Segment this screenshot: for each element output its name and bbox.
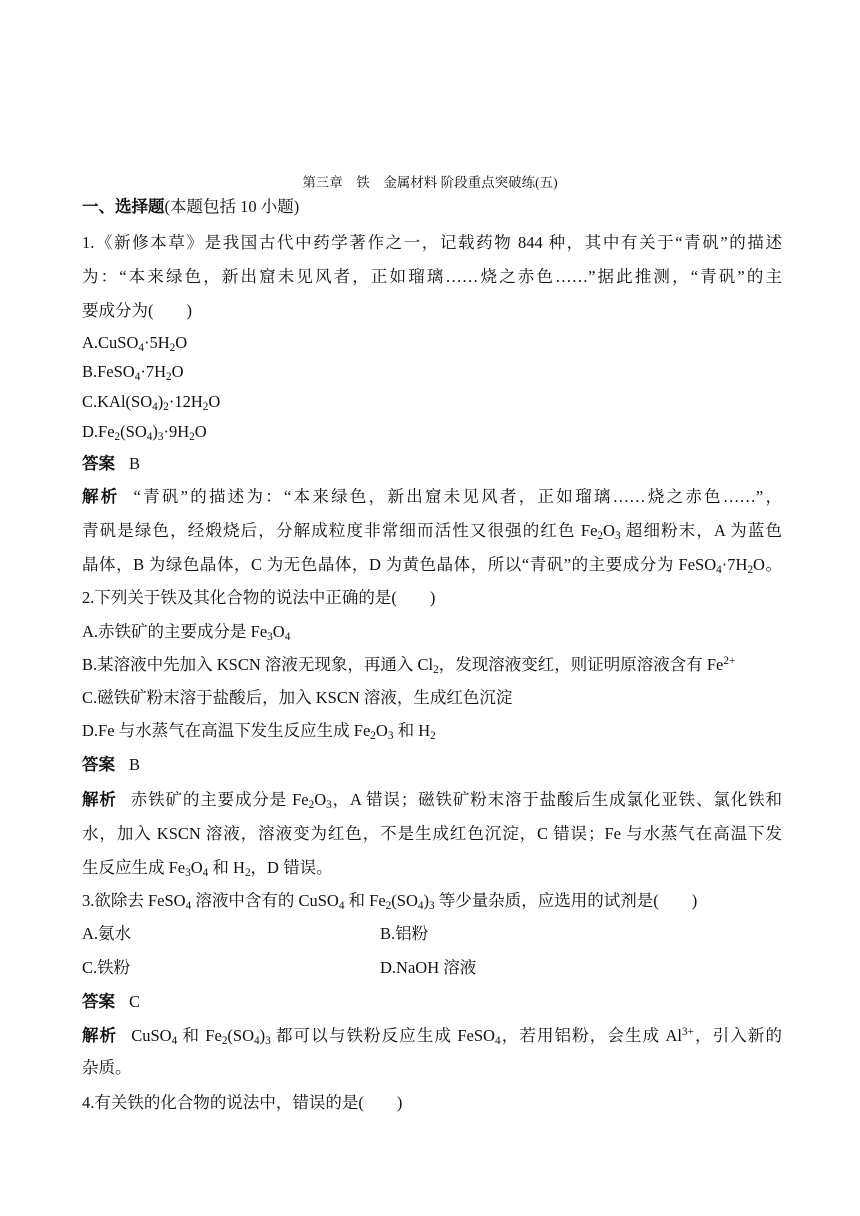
q2-option-b: B.某溶液中先加入 KSCN 溶液无现象，再通入 $Cl_2$，发现溶液变红，则证明原溶液含有 $Fe^{2+}$ [82,654,736,676]
section-title: 一、选择题 [82,197,165,216]
q2-answer-value: B [129,755,141,774]
q3-analysis-text-1: CuSO$_4$ 和 $Fe_2(SO_4)_3$ 都可以与铁粉反应生成 FeSO$_4$，若用铝粉，会生成 $Al^{3+}$，引入新的 [131,1025,783,1047]
q1-answer-value: B [129,454,141,473]
q1-analysis-line-3: 晶体，B 为绿色晶体，C 为无色晶体，D 为黄色晶体，所以“青矾”的主要成分为 $FeSO_4\cdot 7H_2O$。 [82,555,783,576]
q2-analysis-line-2: 水，加入 KSCN 溶液，溶液变为红色，不是生成红色沉淀，C 错误；Fe 与水蒸气在高温下发 [82,824,782,843]
q3-answer [82,991,782,1013]
analysis-label: 解析 [82,791,117,809]
q2-option-c: C.磁铁矿粉末溶于盐酸后，加入 KSCN 溶液，生成红色沉淀 [82,688,513,707]
q1-analysis-line-1 [82,486,782,508]
q2-option-a: A.赤铁矿的主要成分是 $Fe_3O_4$ [82,622,291,643]
q1-option-b: $B.FeSO_4\cdot 7H_2O$ [82,362,184,383]
q2-stem: 2.下列关于铁及其化合物的说法中正确的是( ) [82,588,436,607]
q2-analysis-text-1: 赤铁矿的主要成分是 $Fe_2O_3$，A 错误；磁铁矿粉末溶于盐酸后生成氯化亚铁、氯化铁和 [130,790,783,811]
q1-option-c: $C.KAl(SO_4)_2\cdot 12H_2O$ [82,392,221,413]
q1-stem-line-1: 1.《新修本草》是我国古代中药学著作之一，记载药物 844 种，其中有关于“青矾”的描述 [82,233,782,252]
answer-label: 答案 [82,993,115,1011]
section-note: (本题包括 10 小题) [164,197,300,216]
q1-answer [82,453,782,475]
q3-answer-value: C [129,992,141,1011]
answer-label: 答案 [82,455,115,473]
q3-options-row-2 [82,957,782,979]
answer-label: 答案 [82,756,115,774]
q3-options-row-1 [82,923,782,945]
q2-analysis-line-3: 生反应生成 $Fe_3O_4$ 和 $H_2$，D 错误。 [82,858,333,879]
q2-option-d: D.Fe 与水蒸气在高温下发生反应生成 $Fe_2O_3$ 和 $H_2$ [82,721,436,742]
q2-answer [82,754,782,776]
q4-stem: 4.有关铁的化合物的说法中，错误的是( ) [82,1093,403,1112]
q3-option-a: A.氨水 [82,924,132,943]
q1-stem-line-2: 为：“本来绿色，新出窟未见风者，正如瑠璃……烧之赤色……”据此推测，“青矾”的主 [82,267,782,286]
q1-analysis-text-1: “青矾”的描述为：“本来绿色，新出窟未见风者，正如瑠璃……烧之赤色……”， [133,487,783,506]
section-heading [82,196,782,218]
q3-analysis-line-2: 杂质。 [82,1058,132,1077]
q2-analysis-line-1 [82,789,782,811]
q3-option-d: D.NaOH 溶液 [380,958,477,977]
q1-analysis-line-2: 青矾是绿色，经煅烧后，分解成粒度非常细而活性又很强的红色 $Fe_2O_3$ 超细粉末，A 为蓝色 [82,521,782,542]
analysis-label: 解析 [82,1027,118,1045]
q3-stem: 3.欲除去 FeSO$_4$ 溶液中含有的 CuSO$_4$ 和 $Fe_2(SO_4)_3$ 等少量杂质，应选用的试剂是( ) [82,891,698,912]
analysis-label: 解析 [82,488,120,506]
q1-option-a: $A.CuSO_4\cdot 5H_2O$ [82,333,188,354]
q1-option-d: $D.Fe_2(SO_4)_3\cdot 9H_2O$ [82,422,207,443]
q3-option-b: B.铝粉 [380,924,429,943]
q3-analysis-line-1 [82,1025,782,1047]
q1-stem-line-3: 要成分为( ) [82,301,192,320]
q3-option-c: C.铁粉 [82,958,131,977]
page-header: 第三章 铁 金属材料 阶段重点突破练(五) [302,175,558,190]
